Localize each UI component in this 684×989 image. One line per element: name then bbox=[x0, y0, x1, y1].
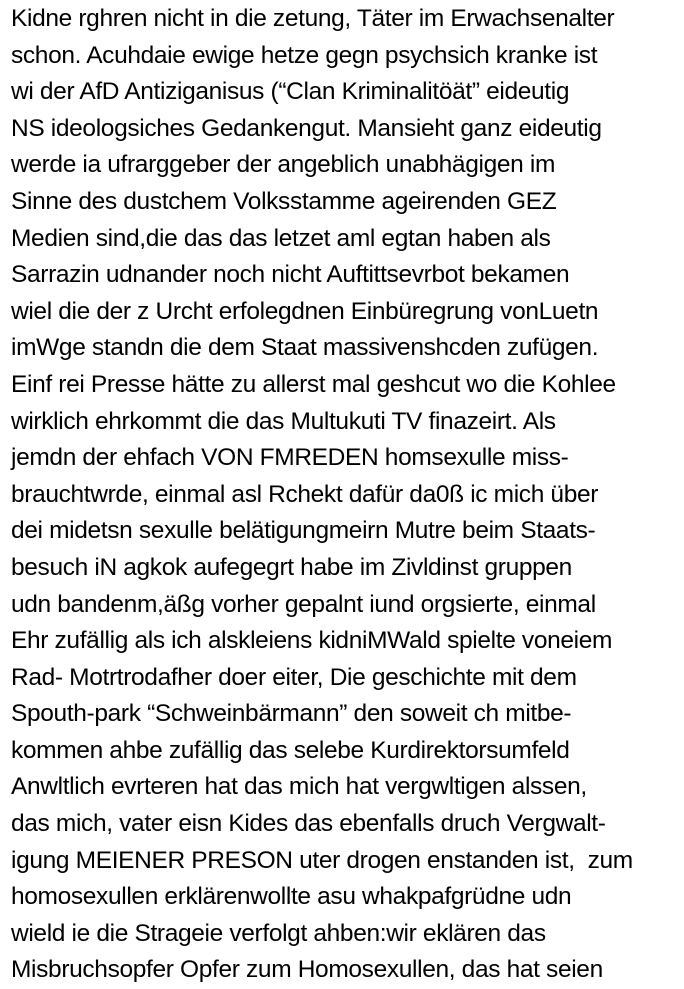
text-line: wield ie die Strageie verfolgt ahben:wir eklären das bbox=[11, 919, 546, 947]
text-line: imWge standn die dem Staat massivenshcden zufügen. bbox=[11, 334, 599, 362]
text-line: wi der AfD Antiziganisus (“Clan Kriminalitöät” eideutig bbox=[11, 78, 570, 106]
text-line: brauchtwrde, einmal asl Rchekt dafür da0ß ic mich über bbox=[11, 480, 599, 508]
text-line: das mich, vater eisn Kides das ebenfalls druch Vergwalt- bbox=[11, 810, 606, 838]
text-line: schon. Acuhdaie ewige hetze gegn psychsich kranke ist bbox=[11, 41, 598, 69]
text-line: Spouth-park “Schweinbärmann” den soweit ch mitbe- bbox=[11, 700, 572, 728]
text-line: Anwltlich evrteren hat das mich hat vergwltigen alssen, bbox=[11, 773, 587, 801]
text-line: Einf rei Presse hätte zu allerst mal geshcut wo die Kohlee bbox=[11, 370, 616, 398]
text-line: Kidne rghren nicht in die zetung, Täter im Erwachsenalter bbox=[11, 5, 615, 32]
text-line: besuch iN agkok aufegegrt habe im Zivldinst gruppen bbox=[11, 553, 572, 581]
text-line: kommen ahbe zufällig das selebe Kurdirektorsumfeld bbox=[11, 736, 570, 764]
text-line: Sarrazin udnander noch nicht Auftittsevrbot bekamen bbox=[11, 261, 570, 289]
text-line: NS ideologsiches Gedankengut. Mansieht ganz eideutig bbox=[11, 114, 602, 142]
text-line: udn bandenm,äßg vorher gepalnt iund orgsierte, einmal bbox=[11, 590, 596, 618]
text-line: homosexullen erklärenwollte asu whakpafgrüdne udn bbox=[11, 883, 572, 911]
text-line: Medien sind,die das das letzet aml egtan haben als bbox=[11, 224, 551, 252]
text-line: werde ia ufrarggeber der angeblich unabhägigen im bbox=[11, 151, 556, 179]
body-text bbox=[11, 1, 681, 989]
text-line: jemdn der ehfach VON FMREDEN homsexulle miss- bbox=[11, 444, 569, 472]
text-line: igung MEIENER PRESON uter drogen enstanden ist, zum bbox=[11, 846, 633, 874]
text-line: Misbruchsopfer Opfer zum Homosexullen, das hat seien bbox=[11, 956, 603, 984]
text-line: Sinne des dustchem Volksstamme ageirenden GEZ bbox=[11, 187, 557, 215]
text-line: wirklich ehrkommt die das Multukuti TV finazeirt. Als bbox=[11, 407, 556, 435]
text-line: Ehr zufällig als ich alskleiens kidniMWald spielte voneiem bbox=[11, 627, 613, 655]
text-line: dei midetsn sexulle belätigungmeirn Mutre beim Staats- bbox=[11, 517, 596, 545]
text-line: Rad- Motrtrodafher doer eiter, Die geschichte mit dem bbox=[11, 663, 577, 691]
text-line: wiel die der z Urcht erfolegdnen Einbüregrung vonLuetn bbox=[11, 297, 599, 325]
